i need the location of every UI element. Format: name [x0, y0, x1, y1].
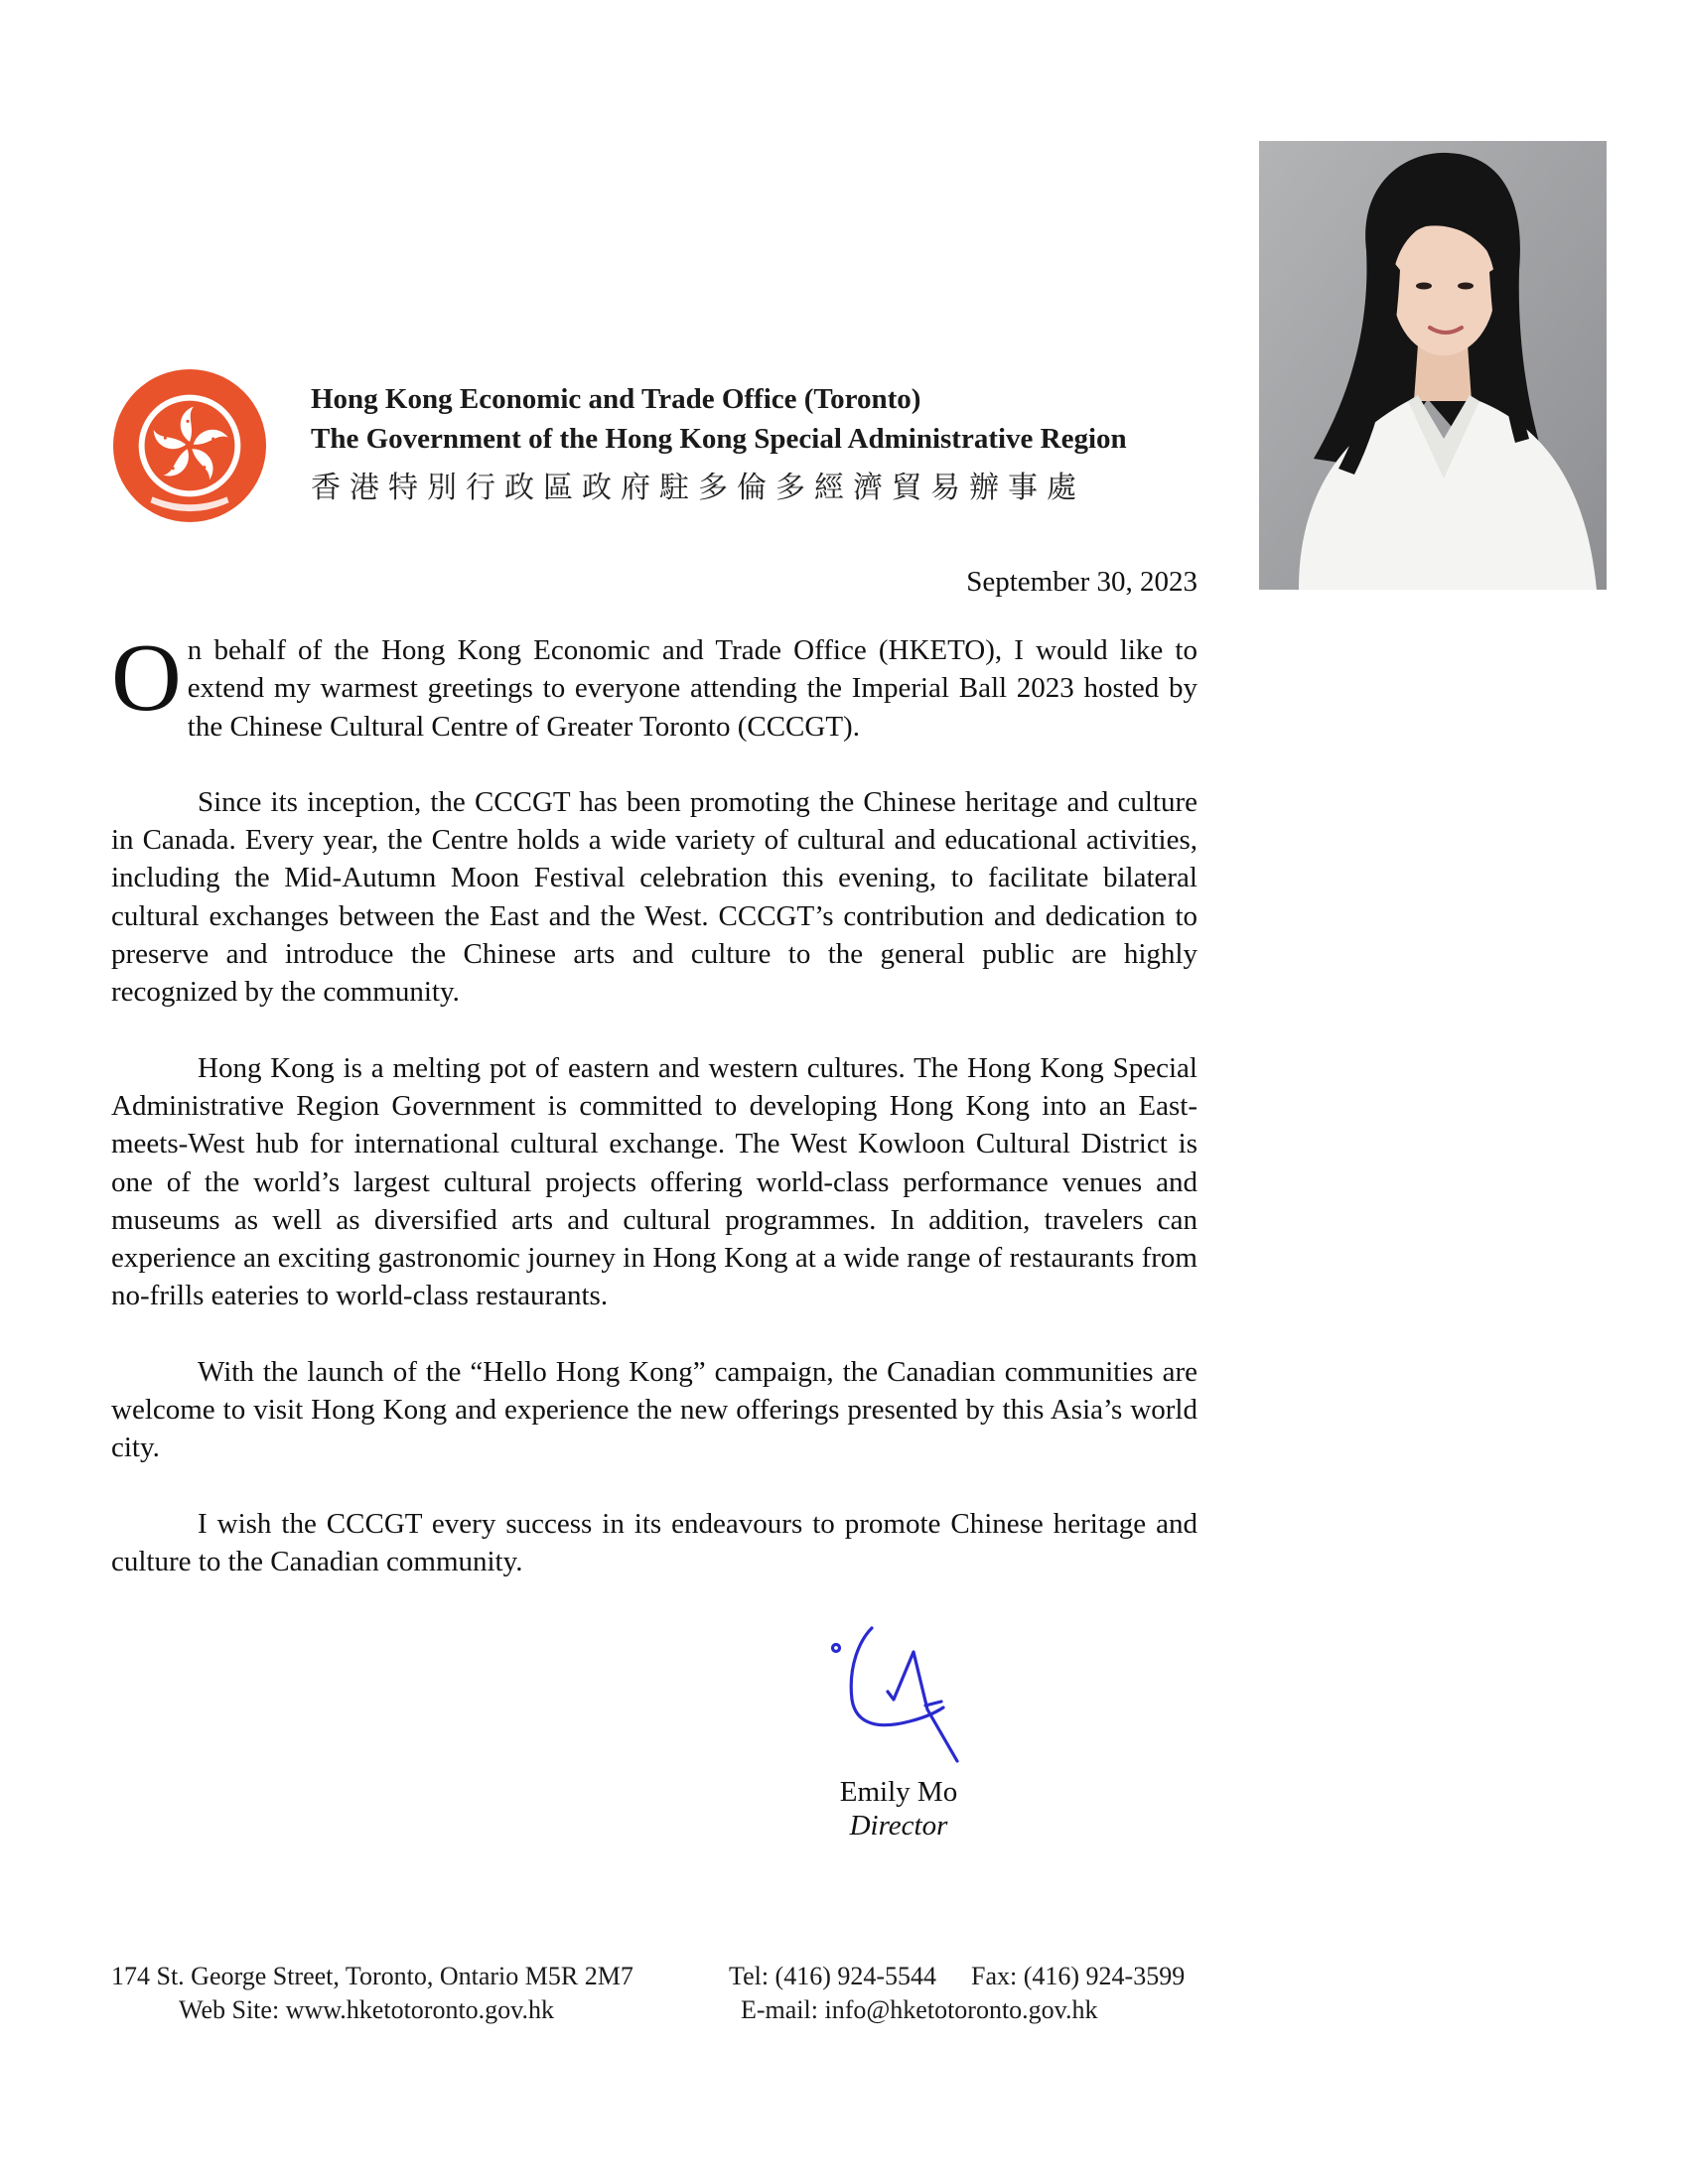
letter-body [111, 624, 1197, 1618]
drop-cap: O [111, 624, 182, 732]
government-name: The Government of the Hong Kong Special Administrative Region [311, 423, 1127, 455]
signatory-title: Director [849, 1810, 948, 1842]
paragraph-2: Since its inception, the CCCGT has been promoting the Chinese heritage and culture in Canada. Every year, the Centre holds a wide variety of cultural and educational activities, including the Mid-Autumn Moon Festival celebration this evening, to facilitate bilateral cultural exchanges between the East and the West. CCCGT’s contribution and dedication to preserve and introduce the Chinese arts and culture to the general public are highly recognized by the community. [111, 785, 1197, 1009]
signatory-block [794, 1775, 1003, 1843]
handwritten-signature [830, 1626, 979, 1773]
paragraph-5: I wish the CCCGT every success in its endeavours to promote Chinese heritage and culture to the Canadian community. [111, 1507, 1197, 1577]
signatory-name: Emily Mo [839, 1776, 958, 1808]
chinese-office-name: 香港特別行政區政府駐多倫多經濟貿易辦事處 [311, 471, 1085, 505]
letterhead [311, 379, 1127, 510]
director-portrait-photo [1259, 141, 1607, 590]
letter-date: September 30, 2023 [966, 566, 1197, 598]
paragraph-1-text: n behalf of the Hong Kong Economic and Trade Office (HKETO), I would like to extend my warmest greetings to everyone attending the Imperial Ball 2023 hosted by the Chinese Cultural Centre of Greater Toronto (CCCGT). [187, 634, 1197, 743]
footer-email: E-mail: info@hketotoronto.gov.hk [741, 1995, 1098, 2024]
footer-fax: Fax: (416) 924-3599 [971, 1962, 1186, 1990]
office-name: Hong Kong Economic and Trade Office (Toronto) [311, 383, 921, 415]
paragraph-3: Hong Kong is a melting pot of eastern and western cultures. The Hong Kong Special Administrative Region Government is committed to developing Hong Kong into an East-meets-West hub for international cultural exchange. The West Kowloon Cultural District is one of the world’s largest cultural projects offering world-class performance venues and museums as well as diversified arts and cultural programmes. In addition, travelers can experience an exciting gastronomic journey in Hong Kong at a wide range of restaurants from no-frills eateries to world-class restaurants. [111, 1051, 1197, 1312]
hong-kong-emblem-logo [111, 367, 268, 524]
paragraph-4: With the launch of the “Hello Hong Kong” campaign, the Canadian communities are welcome to visit Hong Kong and experience the new offerings presented by this Asia’s world city. [111, 1355, 1197, 1464]
paragraph-1 [111, 624, 1197, 746]
footer-telephone: Tel: (416) 924-5544 [729, 1962, 937, 1990]
footer-website: Web Site: www.hketotoronto.gov.hk [179, 1995, 554, 2024]
footer-address: 174 St. George Street, Toronto, Ontario M5R 2M7 [111, 1962, 633, 1990]
